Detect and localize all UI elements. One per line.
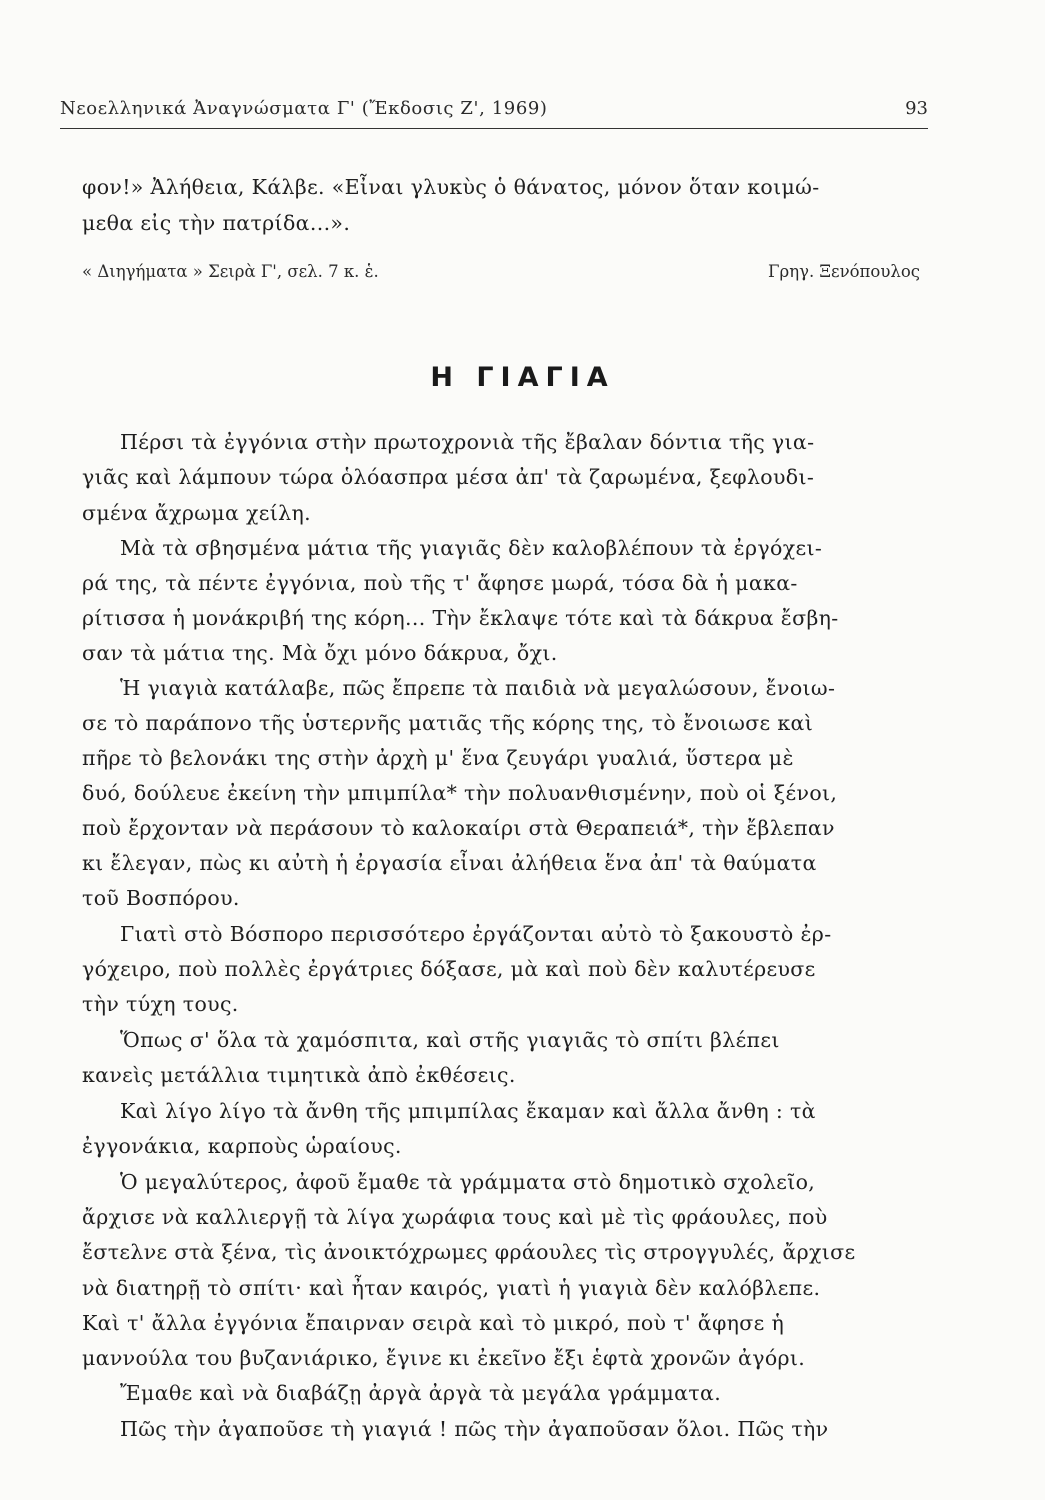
body-line: πῆρε τὸ βελονάκι της στὴν ἀρχὴ μ' ἕνα ζευγάρι γυαλιά, ὕστερα μὲ bbox=[82, 746, 794, 770]
body-line: ρά της, τὰ πέντε ἐγγόνια, ποὺ τῆς τ' ἄφησε μωρά, τόσα δὰ ἡ μακα- bbox=[82, 571, 798, 595]
body-line: ἄρχισε νὰ καλλιεργῇ τὰ λίγα χωράφια τους καὶ μὲ τὶς φράουλες, ποὺ bbox=[82, 1205, 828, 1229]
previous-story-line: μεθα εἰς τὴν πατρίδα...». bbox=[82, 211, 351, 235]
author-name: Γρηγ. Ξενόπουλος bbox=[768, 262, 920, 281]
source-reference: « Διηγήματα » Σειρὰ Γ', σελ. 7 κ. ἑ. bbox=[82, 262, 379, 281]
body-line: ἐγγονάκια, καρποὺς ὡραίους. bbox=[82, 1134, 402, 1158]
body-line: γιᾶς καὶ λάμπουν τώρα ὁλόασπρα μέσα ἀπ' τὰ ζαρωμένα, ξεφλουδι- bbox=[82, 465, 815, 489]
body-line: Ἡ γιαγιὰ κατάλαβε, πῶς ἔπρεπε τὰ παιδιὰ νὰ μεγαλώσουν, ἔνοιω- bbox=[120, 676, 836, 700]
body-line: δυό, δούλευε ἐκείνη τὴν μπιμπίλα* τὴν πολυανθισμένην, ποὺ οἱ ξένοι, bbox=[82, 781, 838, 805]
body-line: Ὁ μεγαλύτερος, ἀφοῦ ἔμαθε τὰ γράμματα στὸ δημοτικὸ σχολεῖο, bbox=[120, 1170, 816, 1194]
body-line: Γιατὶ στὸ Βόσπορο περισσότερο ἐργάζονται αὐτὸ τὸ ξακουστὸ ἐρ- bbox=[120, 922, 832, 946]
running-header bbox=[60, 98, 928, 129]
body-line: μαννούλα του βυζανιάρικο, ἔγινε κι ἐκεῖνο ἔξι ἑφτὰ χρονῶν ἀγόρι. bbox=[82, 1346, 806, 1370]
body-line: κανεὶς μετάλλια τιμητικὰ ἀπὸ ἐκθέσεις. bbox=[82, 1063, 516, 1087]
body-line: σμένα ἄχρωμα χείλη. bbox=[82, 501, 311, 525]
body-line: ρίτισσα ἡ μονάκριβή της κόρη... Τὴν ἔκλαψε τότε καὶ τὰ δάκρυα ἔσβη- bbox=[82, 606, 839, 630]
story-title: Η ΓΙΑΓΙΑ bbox=[430, 362, 615, 393]
body-line: τὴν τύχη τους. bbox=[82, 992, 239, 1016]
body-line: Μὰ τὰ σβησμένα μάτια τῆς γιαγιᾶς δὲν καλοβλέπουν τὰ ἐργόχει- bbox=[120, 536, 823, 560]
header-title: Νεοελληνικά Ἀναγνώσματα Γ' (Ἔκδοσις Ζ', 1969) bbox=[60, 98, 548, 119]
body-line: γόχειρο, ποὺ πολλὲς ἐργάτριες δόξασε, μὰ καὶ ποὺ δὲν καλυτέρευσε bbox=[82, 957, 816, 981]
body-line: σαν τὰ μάτια της. Μὰ ὄχι μόνο δάκρυα, ὄχι. bbox=[82, 641, 558, 665]
body-line: Ἔμαθε καὶ νὰ διαβάζῃ ἀργὰ ἀργὰ τὰ μεγάλα γράμματα. bbox=[120, 1381, 722, 1405]
body-line: Πῶς τὴν ἀγαποῦσε τὴ γιαγιά ! πῶς τὴν ἀγαποῦσαν ὅλοι. Πῶς τὴν bbox=[120, 1417, 829, 1441]
body-line: ποὺ ἔρχονταν νὰ περάσουν τὸ καλοκαίρι στὰ Θεραπειά*, τὴν ἔβλεπαν bbox=[82, 816, 835, 840]
body-line: ἔστελνε στὰ ξένα, τὶς ἀνοικτόχρωμες φράουλες τὶς στρογγυλές, ἄρχισε bbox=[82, 1240, 856, 1264]
body-line: σε τὸ παράπονο τῆς ὑστερνῆς ματιᾶς τῆς κόρης της, τὸ ἔνοιωσε καὶ bbox=[82, 711, 814, 735]
body-line: τοῦ Βοσπόρου. bbox=[82, 886, 240, 910]
body-line: νὰ διατηρῇ τὸ σπίτι· καὶ ἦταν καιρός, γιατὶ ἡ γιαγιὰ δὲν καλόβλεπε. bbox=[82, 1276, 821, 1300]
body-line: Καὶ λίγο λίγο τὰ ἄνθη τῆς μπιμπίλας ἔκαμαν καὶ ἄλλα ἄνθη : τὰ bbox=[120, 1099, 816, 1123]
body-line: κι ἔλεγαν, πὼς κι αὐτὴ ἡ ἐργασία εἶναι ἀλήθεια ἕνα ἀπ' τὰ θαύματα bbox=[82, 851, 817, 875]
page-number: 93 bbox=[905, 98, 928, 119]
previous-story-line: φον!» Ἀλήθεια, Κάλβε. «Εἶναι γλυκὺς ὁ θάνατος, μόνον ὅταν κοιμώ- bbox=[82, 175, 820, 199]
body-line: Πέρσι τὰ ἐγγόνια στὴν πρωτοχρονιὰ τῆς ἔβαλαν δόντια τῆς για- bbox=[120, 430, 815, 454]
body-line: Καὶ τ' ἄλλα ἐγγόνια ἔπαιρναν σειρὰ καὶ τὸ μικρό, ποὺ τ' ἄφησε ἡ bbox=[82, 1311, 785, 1335]
body-line: Ὅπως σ' ὅλα τὰ χαμόσπιτα, καὶ στῆς γιαγιᾶς τὸ σπίτι βλέπει bbox=[120, 1028, 780, 1052]
